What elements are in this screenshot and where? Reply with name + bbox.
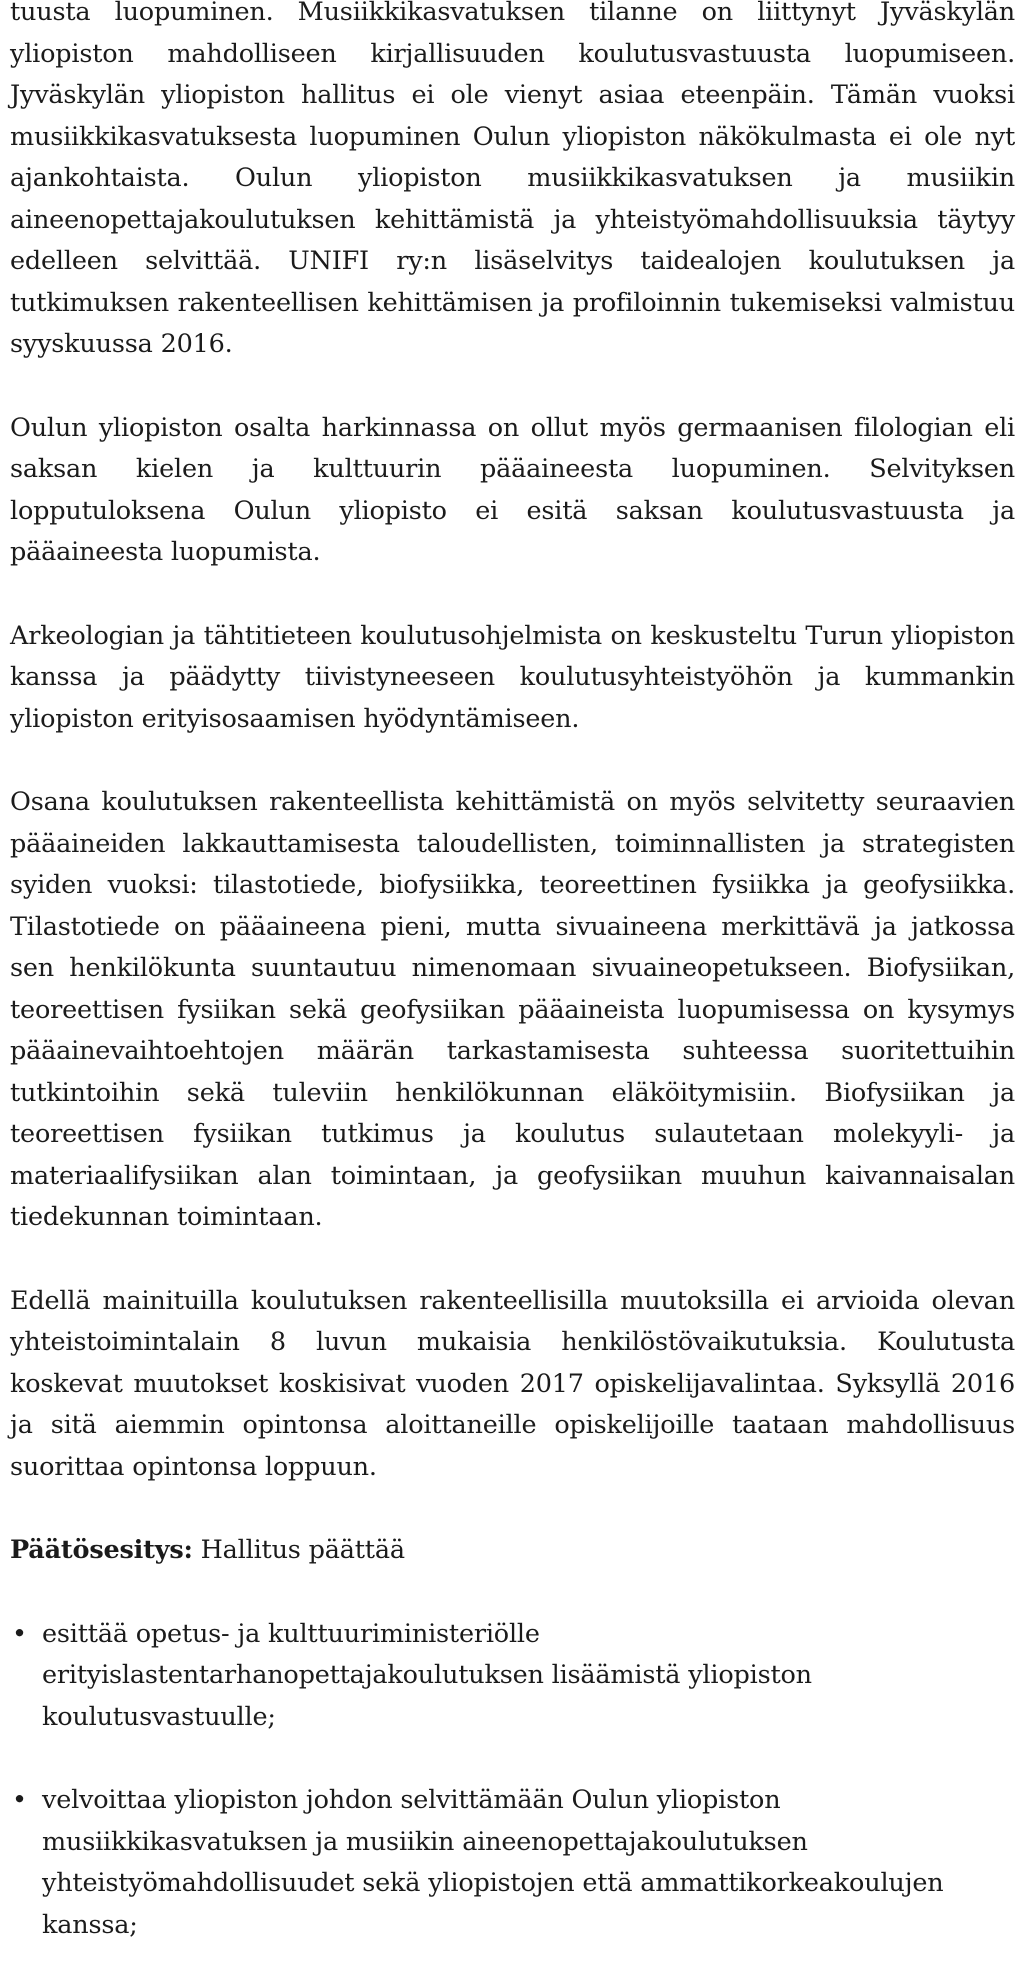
paragraph-music-education: tuusta luopuminen. Musiikkikasvatuksen tilanne on liittynyt Jyväskylän yliopiston mahdolliseen kirjallisuuden koulutusvastuusta luopumiseen. Jyväskylän yliopiston hallitus ei ole vienyt asiaa eteenpäin. Tämän vuoksi musiikkikasvatuksesta luopuminen Oulun yliopiston näkökulmasta ei ole nyt ajankohtaista. Oulun yliopiston musiikkikasvatuksen ja musiikin aineenopettajakoulutuksen kehittämistä ja yhteistyömahdollisuuksia täytyy edelleen selvittää. UNIFI ry:n lisäselvitys taidealojen koulutuksen ja tutkimuksen rakenteellisen kehittämisen ja profiloinnin tukemiseksi valmistuu syyskuussa 2016.: [10, 0, 1015, 359]
paragraph-major-subjects: Osana koulutuksen rakenteellista kehittämistä on myös selvitetty seuraavien pääaineiden lakkauttamisesta taloudellisten, toiminnallisten ja strategisten syiden vuoksi: tilastotiede, biofysiikka, teoreettinen fysiikka ja geofysiikka. Tilastotiede on pääaineena pieni, mutta sivuaineena merkittävä ja jatkossa sen henkilökunta suuntautuu nimenomaan sivuaineopetukseen. Biofysiikan, teoreettisen fysiikan sekä geofysiikan pääaineista luopumisessa on kysymys pääainevaihtoehtojen määrän tarkastamisesta suhteessa suoritettuihin tutkintoihin sekä tuleviin henkilökunnan eläköitymisiin. Biofysiikan ja teoreettisen fysiikan tutkimus ja koulutus sulautetaan molekyyli- ja materiaalifysiikan alan toimintaan, ja geofysiikan muuhun kaivannaisalan tiedekunnan toimintaan.: [10, 787, 1015, 1232]
bullet-icon: •: [12, 1785, 27, 1815]
decision-proposal: [10, 1530, 1015, 1572]
proposal-text: esittää opetus- ja kulttuuriministeriölle erityislastentarhanopettajakoulutuksen lisäämistä yliopiston koulutusvastuulle;: [42, 1618, 812, 1732]
list-item: [10, 1614, 1015, 1739]
decision-label: Päätösesitys:: [10, 1535, 193, 1565]
bullet-icon: •: [12, 1618, 27, 1649]
paragraph-personnel-impact: Edellä mainituilla koulutuksen rakenteellisilla muutoksilla ei arvioida olevan yhteistoimintalain 8 luvun mukaisia henkilöstövaikutuksia. Koulutusta koskevat muutokset koskisivat vuoden 2017 opiskelijavalintaa. Syksyllä 2016 ja sitä aiemmin opintonsa aloittaneille opiskelijoille taataan mahdollisuus suorittaa opintonsa loppuun.: [10, 1285, 1015, 1482]
decision-text: Hallitus päättää: [200, 1535, 405, 1565]
list-item: [10, 1780, 1015, 1946]
document-page: [10, 0, 1015, 1988]
proposal-text: velvoittaa yliopiston johdon selvittämään Oulun yliopiston musiikkikasvatuksen ja musiikin aineenopettajakoulutuksen yhteistyömahdollisuudet sekä yliopistojen että ammattikorkeakoulujen kanssa;: [42, 1785, 944, 1940]
paragraph-archaeology-astronomy: Arkeologian ja tähtitieteen koulutusohjelmista on keskusteltu Turun yliopiston kanssa ja päädytty tiivistyneeseen koulutusyhteistyöhön ja kummankin yliopiston erityisosaamisen hyödyntämiseen.: [10, 620, 1015, 734]
proposal-list: [10, 1614, 1015, 1947]
paragraph-german-philology: Oulun yliopiston osalta harkinnassa on ollut myös germaanisen filologian eli saksan kielen ja kulttuurin pääaineesta luopuminen. Selvityksen lopputuloksena Oulun yliopisto ei esitä saksan koulutusvastuusta ja pääaineesta luopumista.: [10, 412, 1015, 567]
